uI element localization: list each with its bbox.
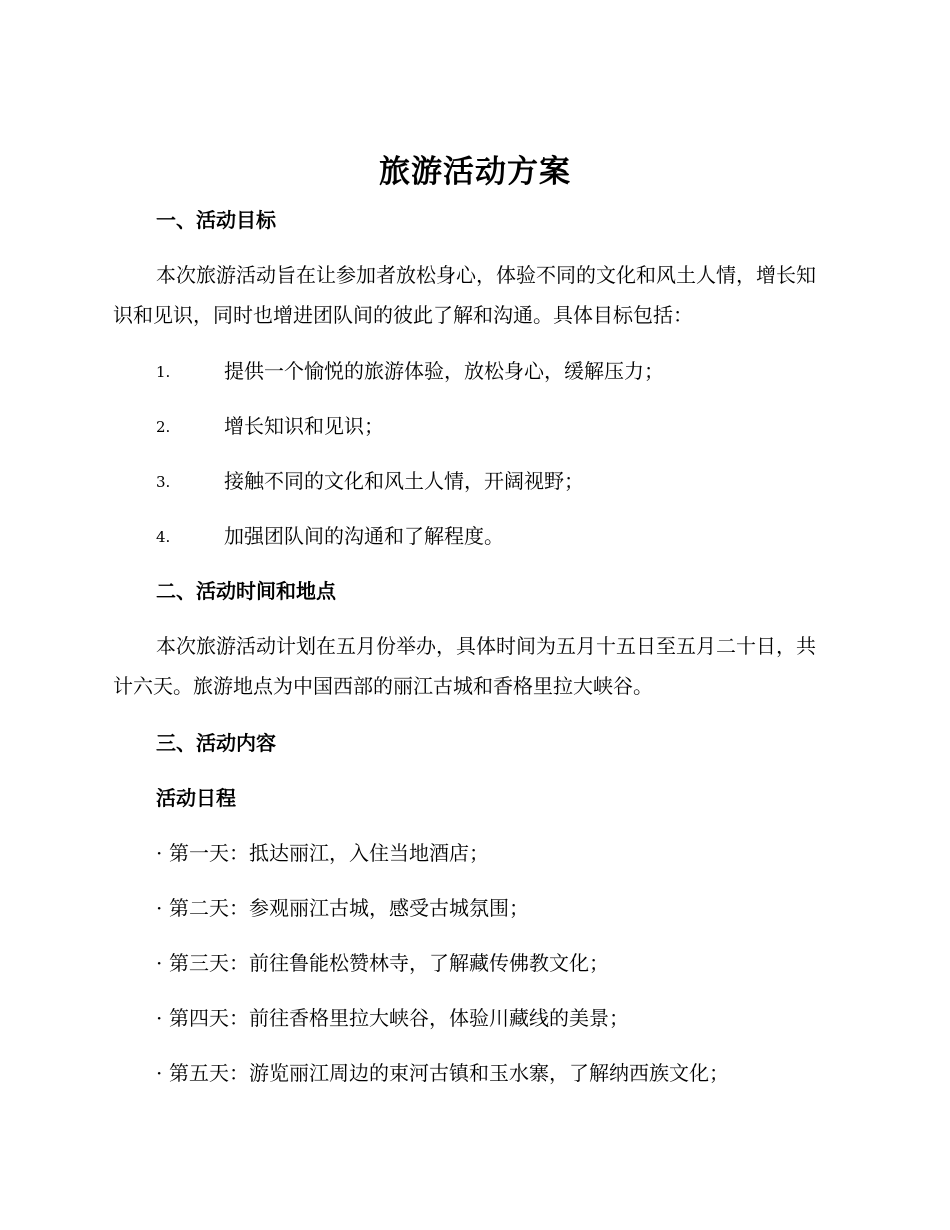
schedule-item-text: 第五天：游览丽江周边的束河古镇和玉水寨，了解纳西族文化；: [169, 1061, 729, 1085]
section-heading-time-place: 二、活动时间和地点: [156, 579, 336, 603]
goal-item: [156, 466, 584, 497]
goal-item-text: 加强团队间的沟通和了解程度。: [224, 524, 504, 548]
schedule-item: [156, 838, 489, 868]
goal-item: [156, 356, 664, 387]
goal-item-number: 1.: [156, 363, 171, 381]
schedule-item-text: 第四天：前往香格里拉大峡谷，体验川藏线的美景；: [169, 1006, 629, 1030]
goal-item-text: 接触不同的文化和风土人情，开阔视野；: [224, 469, 584, 493]
schedule-item-text: 第三天：前往鲁能松赞林寺，了解藏传佛教文化；: [169, 951, 609, 975]
goal-item-number: 3.: [156, 473, 171, 491]
bullet-glyph: ·: [156, 841, 163, 865]
bullet-glyph: ·: [156, 1006, 163, 1030]
bullet-glyph: ·: [156, 951, 163, 975]
schedule-subheading: 活动日程: [156, 786, 236, 810]
schedule-item: [156, 1058, 729, 1088]
time-place-paragraph: 本次旅游活动计划在五月份举办，具体时间为五月十五日至五月二十日，共计六天。旅游地点为中国西部的丽江古城和香格里拉大峡谷。: [113, 634, 816, 698]
bullet-glyph: ·: [156, 896, 163, 920]
schedule-item: [156, 1003, 629, 1033]
schedule-item-text: 第二天：参观丽江古城，感受古城氛围；: [169, 896, 529, 920]
goal-item-text: 增长知识和见识；: [224, 414, 384, 438]
document-title: 旅游活动方案: [379, 154, 571, 190]
goal-item: [156, 521, 504, 552]
section-heading-content: 三、活动内容: [156, 731, 276, 755]
goal-item-text: 提供一个愉悦的旅游体验，放松身心，缓解压力；: [224, 359, 664, 383]
schedule-item-text: 第一天：抵达丽江，入住当地酒店；: [169, 841, 489, 865]
schedule-item: [156, 948, 609, 978]
goal-item: [156, 411, 384, 442]
schedule-item: [156, 893, 529, 923]
goals-paragraph: 本次旅游活动旨在让参加者放松身心，体验不同的文化和风土人情，增长知识和见识，同时也增进团队间的彼此了解和沟通。具体目标包括：: [113, 263, 816, 327]
goal-item-number: 4.: [156, 528, 171, 546]
goal-item-number: 2.: [156, 418, 171, 436]
section-heading-goals: 一、活动目标: [156, 208, 276, 232]
bullet-glyph: ·: [156, 1061, 163, 1085]
